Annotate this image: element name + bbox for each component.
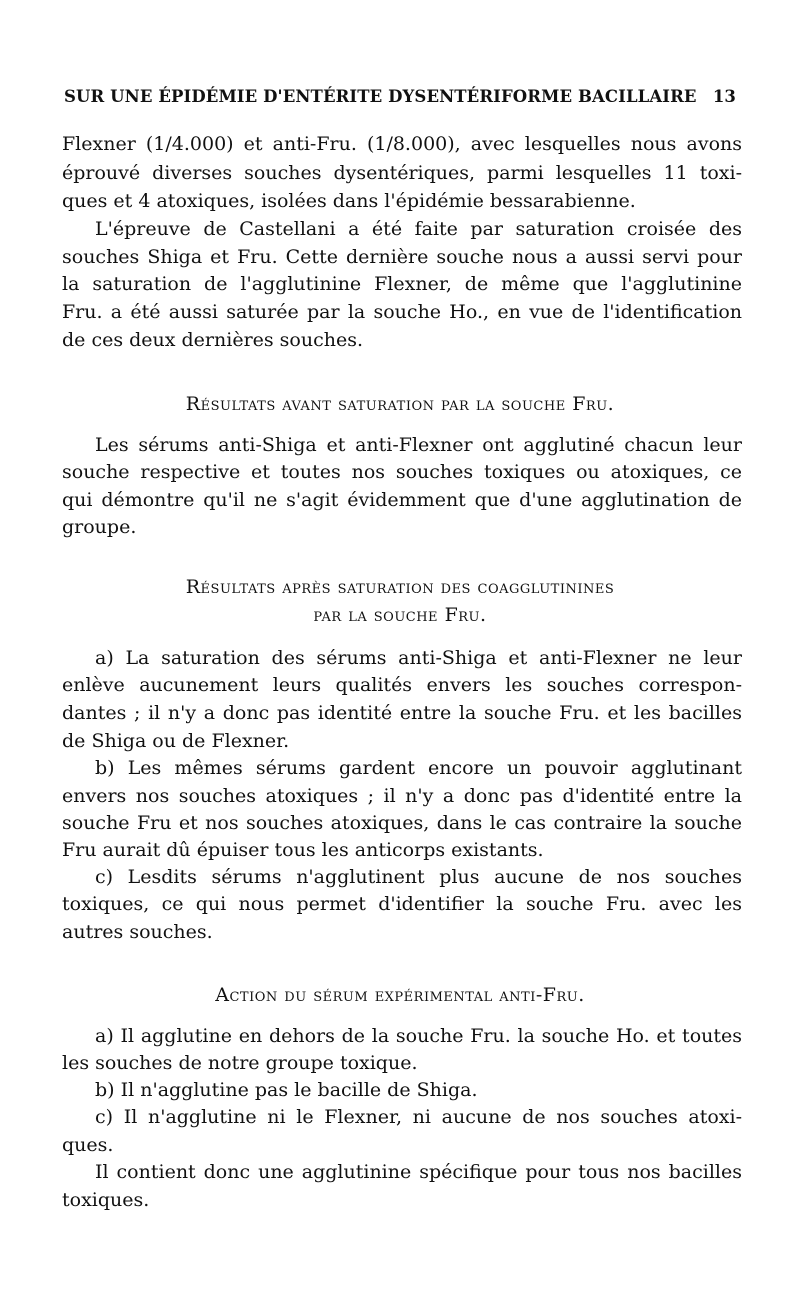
- section-heading: Résultats après saturation des coagglutinines: [185, 576, 615, 598]
- text-line: groupe.: [62, 516, 137, 538]
- text-line: a) La saturation des sérums anti-Shiga et anti-Flexner ne leur: [95, 647, 742, 669]
- text-line: ques et 4 atoxiques, isolées dans l'épidémie bessarabienne.: [62, 190, 636, 212]
- text-line: les souches de notre groupe toxique.: [62, 1052, 418, 1074]
- text-line: Les sérums anti-Shiga et anti-Flexner ont agglutiné chacun leur: [95, 434, 742, 456]
- text-line: la saturation de l'agglutinine Flexner, de même que l'agglutinine: [62, 273, 742, 295]
- text-line: enlève aucunement leurs qualités envers les souches correspon-: [62, 674, 742, 696]
- text-line: toxiques.: [62, 1189, 150, 1211]
- text-line: Flexner (1/4.000) et anti-Fru. (1/8.000), avec lesquelles nous avons: [62, 133, 742, 155]
- text-line: L'épreuve de Castellani a été faite par saturation croisée des: [95, 218, 742, 240]
- text-line: de Shiga ou de Flexner.: [62, 730, 290, 752]
- text-line: souche respective et toutes nos souches toxiques ou atoxiques, ce: [62, 461, 742, 483]
- text-line: b) Il n'agglutine pas le bacille de Shiga.: [95, 1079, 478, 1101]
- text-line: de ces deux dernières souches.: [62, 329, 364, 351]
- text-line: envers nos souches atoxiques ; il n'y a donc pas d'identité entre la: [62, 785, 742, 807]
- text-line: éprouvé diverses souches dysentériques, parmi lesquelles 11 toxi-: [62, 162, 742, 184]
- page-number: 13: [712, 87, 736, 106]
- text-line: ques.: [62, 1134, 114, 1156]
- section-heading: par la souche Fru.: [313, 604, 487, 626]
- text-line: souche Fru et nos souches atoxiques, dans le cas contraire la souche: [62, 812, 742, 834]
- section-heading: Action du sérum expérimental anti-Fru.: [215, 984, 585, 1006]
- text-line: autres souches.: [62, 921, 213, 943]
- text-line: Fru. a été aussi saturée par la souche Ho., en vue de l'identification: [62, 301, 742, 323]
- text-line: b) Les mêmes sérums gardent encore un pouvoir agglutinant: [95, 757, 742, 779]
- running-head-title: SUR UNE ÉPIDÉMIE D'ENTÉRITE DYSENTÉRIFORME BACILLAIRE: [64, 87, 697, 106]
- text-line: Il contient donc une agglutinine spécifique pour tous nos bacilles: [95, 1161, 742, 1183]
- text-line: qui démontre qu'il ne s'agit évidemment que d'une agglutination de: [62, 489, 742, 511]
- text-line: toxiques, ce qui nous permet d'identifier la souche Fru. avec les: [62, 893, 742, 915]
- text-line: souches Shiga et Fru. Cette dernière souche nous a aussi servi pour: [62, 246, 742, 268]
- text-line: dantes ; il n'y a donc pas identité entre la souche Fru. et les bacilles: [62, 702, 742, 724]
- section-heading: Résultats avant saturation par la souche Fru.: [185, 393, 615, 415]
- text-line: a) Il agglutine en dehors de la souche Fru. la souche Ho. et toutes: [95, 1025, 742, 1047]
- text-line: c) Lesdits sérums n'agglutinent plus aucune de nos souches: [95, 866, 742, 888]
- text-line: c) Il n'agglutine ni le Flexner, ni aucune de nos souches atoxi-: [95, 1106, 742, 1128]
- text-line: Fru aurait dû épuiser tous les anticorps existants.: [62, 839, 544, 861]
